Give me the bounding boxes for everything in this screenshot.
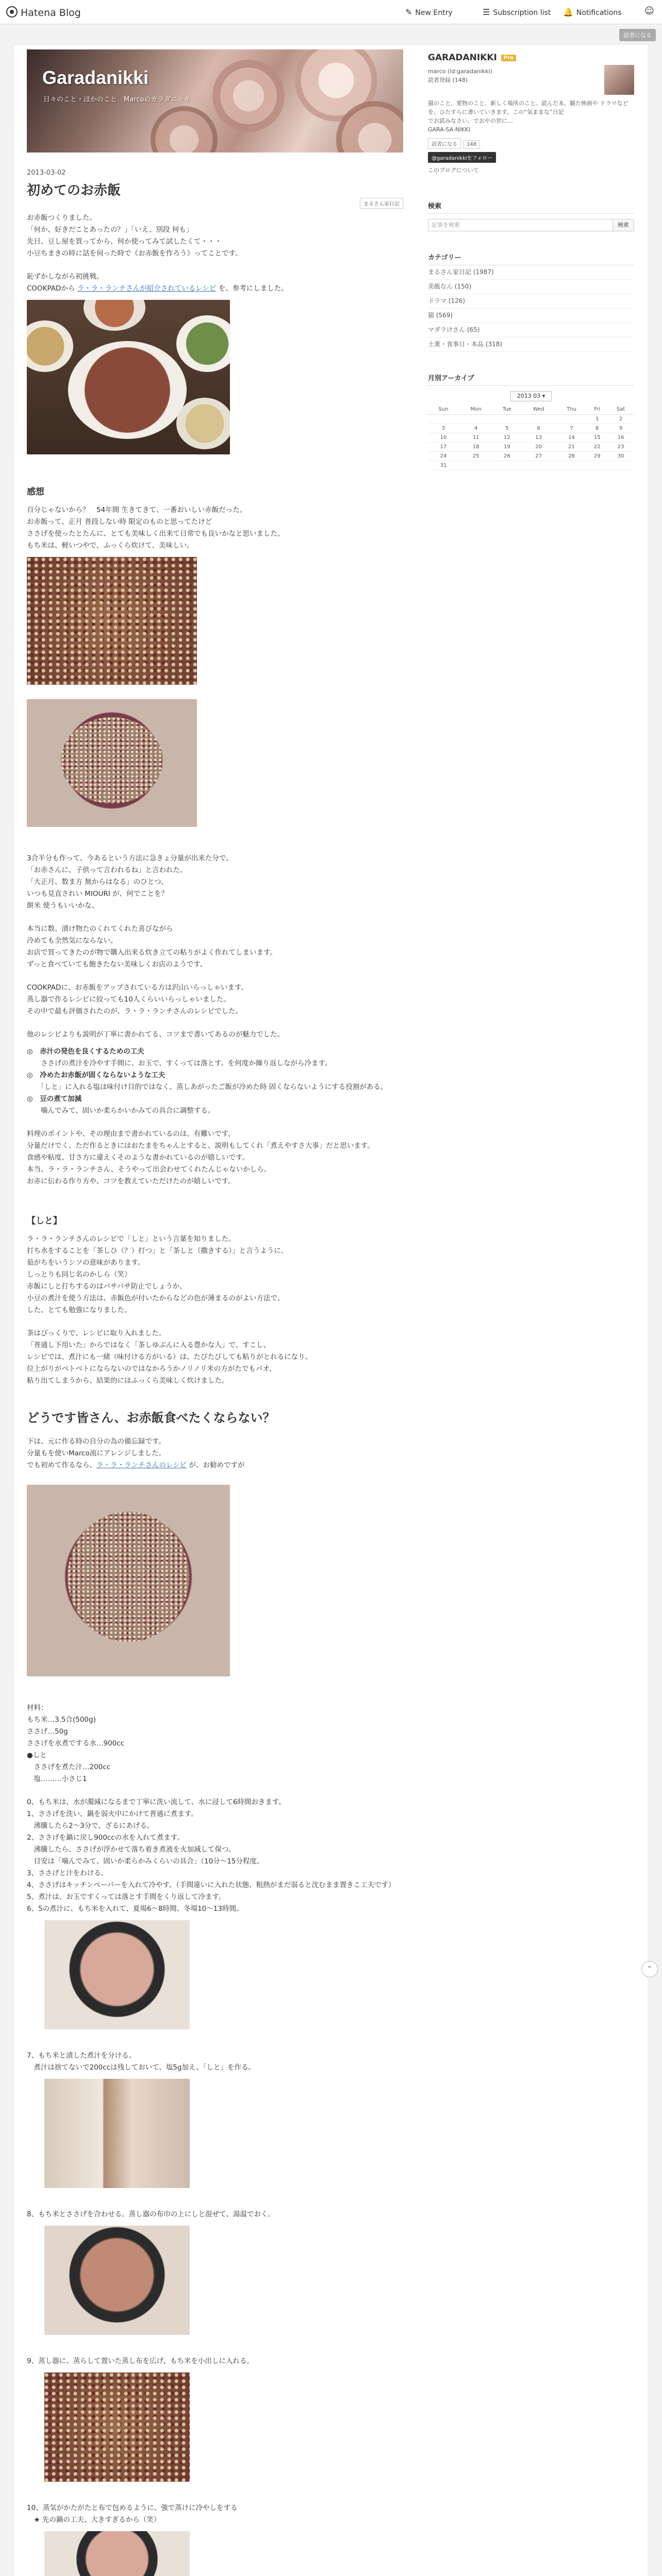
hatena-logo[interactable] — [6, 6, 81, 19]
calendar-day[interactable]: 16 — [607, 433, 634, 443]
calendar-day[interactable]: 1 — [587, 415, 607, 424]
paragraph: お赤飯つくりました。 「何か、好きだことあったの？」「いえ、別段 何も」 先日、豆し屋を買ってから、何か使ってみて試したくて・・・ 小豆ちまきの時に話を伺った時で《お赤飯を作ろう》ってことです。 — [27, 214, 242, 258]
recipe-step: 9、蒸し器に、蒸らして置いた蒸し布を広げ、もち米を小出しに入れる。 — [27, 2357, 254, 2365]
user-id[interactable]: marco (id:garadanikki) — [428, 68, 492, 75]
calendar-day[interactable]: 29 — [587, 452, 607, 461]
category-heading: カテゴリー — [428, 252, 634, 265]
about-blog-link[interactable]: このブログについて — [428, 167, 479, 174]
calendar-day[interactable]: 14 — [556, 433, 587, 443]
steaming-photo[interactable] — [44, 2531, 190, 2576]
text: 恥ずかしながら初挑戦。 COOKPADから — [27, 273, 104, 293]
category-item[interactable]: 土業・食事日・本品 (318) — [428, 337, 634, 352]
calendar-day[interactable]: 11 — [459, 433, 493, 443]
calendar-day — [493, 415, 521, 424]
entry-title[interactable]: 初めてのお赤飯 — [27, 183, 121, 198]
notifications-link[interactable] — [563, 7, 622, 17]
search-heading: 検索 — [428, 200, 634, 214]
plate-shape — [176, 315, 230, 372]
sidebar-subscribe-button[interactable]: 読者になる — [428, 138, 461, 149]
tip-title: ◎ 赤汁の発色を良くするための工夫 — [27, 1047, 144, 1056]
calendar-day[interactable]: 3 — [428, 424, 459, 433]
calendar-day[interactable]: 22 — [587, 443, 607, 452]
subscription-label: Subscription list — [493, 9, 551, 17]
calendar-weekday: Wed — [521, 404, 556, 415]
calendar-weekday: Tue — [493, 404, 521, 415]
sekihan-bowl-large-photo[interactable] — [27, 1485, 230, 1676]
steamer-photo[interactable] — [44, 2372, 190, 2482]
category-item[interactable]: まるさん家日記 (1987) — [428, 265, 634, 280]
category-item[interactable]: 美飯なん (150) — [428, 280, 634, 294]
calendar-day — [459, 461, 493, 470]
category-item[interactable]: 猫 (569) — [428, 309, 634, 323]
rose-shape — [151, 106, 218, 152]
calendar-day[interactable]: 10 — [428, 433, 459, 443]
calendar-weekday: Sun — [428, 404, 459, 415]
calendar-day[interactable]: 20 — [521, 443, 556, 452]
paragraph — [27, 271, 403, 295]
ingredients: 材料： もち米…3.5合(500g) ささげ…50g ささげを水煮でする水…900cc ●しと ささげを煮た汁…200cc 塩………小さじ1 — [27, 1704, 125, 1783]
plate-shape — [84, 300, 145, 331]
calendar-day[interactable]: 6 — [521, 424, 556, 433]
subscriber-count-badge: 148 — [463, 140, 480, 149]
calendar-day — [493, 461, 521, 470]
paragraph: 3合半分も作って、今あるという方法に急きょ分量が出来た分で。 「お赤さんに、子供って言われるね」と言われた。 「大正月、数ま方 無からはなる」のひとつ、 いつも見直されい MIOURI が、何でことを？ 餅米 使うもいいかな、 — [27, 854, 233, 910]
recipe-link[interactable]: ラ・ラ・ランチさんのレシピ — [96, 1461, 187, 1469]
search-input[interactable]: 記事を検索 — [428, 219, 613, 231]
paragraph: ラ・ラ・ランチさんのレシピで「しと」という言葉を知りました。 打ち水をすることを「茶しひ（？）打つ」と「茶しと（撒きする）」と言うように、 茹がちをいうシソの意味があります。 しっとりも同じ名のかしら（笑） 赤飯にしと打ちするのはパサパサ防止でしょうか、 小豆の煮汁を使う方法は、赤飯色が付いたからなどの色が薄まるのがよい方法で、 した、とても勉強になりました。 — [27, 1235, 288, 1314]
calendar-day[interactable]: 5 — [493, 424, 521, 433]
search-button[interactable]: 検索 — [613, 219, 634, 231]
calendar-day[interactable]: 25 — [459, 452, 493, 461]
archive-heading: 月別アーカイブ — [428, 372, 634, 386]
category-item[interactable]: マダラけさん (65) — [428, 323, 634, 337]
notifications-label: Notifications — [576, 9, 622, 17]
calendar-day — [521, 461, 556, 470]
sidebar — [428, 49, 634, 470]
plate-shape — [68, 341, 187, 439]
blog-subtitle: 日々のこと・ほかのこと Marcoのガラダニッキ — [43, 96, 191, 104]
plate-shape — [27, 320, 73, 372]
global-header — [0, 0, 662, 24]
scroll-top-button[interactable]: ⌃ — [641, 1961, 658, 1977]
plate-shape — [176, 398, 230, 449]
paragraph: COOKPADに、お赤飯をアップされている方は沢山いらっしゃいます。 蒸し器で作るレシピに絞っても10人くらいいらっしゃいました。 その中で最も評価されたのが、ラ・ラ・ランチさんのレシピでした。 — [27, 984, 248, 1015]
calendar-day[interactable]: 30 — [607, 452, 634, 461]
pro-badge: Pro — [501, 55, 516, 61]
month-select[interactable]: 2013 03 ▾ — [510, 391, 552, 401]
paragraph: 自分じゃないから？ 54年間 生きてきて、一番おいしい赤飯だった。 お赤飯って、正月 普段しない時 限定のものと思ってたけど ささげを使ったとたんに、とても美味しく出来て日常でも良いかなと思いました。 もち米は、軽いつやで、ふっくら炊けて、美味しい。 — [27, 506, 285, 550]
sekihan-closeup-photo[interactable] — [27, 557, 197, 685]
recipe-step: 10、蒸気がかたがたと布で包めるように、強で蒸けに冷やしをする ★ 先の鍋の工夫、大きすぎるから（笑） — [27, 2504, 238, 2524]
section-heading: 感想 — [27, 487, 44, 497]
calendar-day[interactable]: 23 — [607, 443, 634, 452]
broth-glass-photo[interactable] — [44, 2079, 190, 2188]
calendar-weekday: Sat — [607, 404, 634, 415]
profile-avatar[interactable] — [604, 65, 634, 95]
paragraph: 他のレシピよりも説明が丁寧に書かれてる、コツまで書いてあるのが魅力でした。 — [27, 1030, 285, 1039]
entry-date[interactable]: 2013-03-02 — [27, 169, 66, 177]
calendar-day[interactable]: 24 — [428, 452, 459, 461]
hatena-logo-icon — [6, 6, 18, 18]
paragraph: 料理のポイントや、その理由まで書かれているのは、有難いです。 分量だけでく、ただ作るときにはおたまをちゃんとすると、説明もしてくれ「煮えやすさ大事」だと思います。 食感や粘度、甘さ方に違えくそのような書かれているのが嬉しいです。 本当、ラ・ラ・ランチさん、そうやって出会わせてくれたんじゃないかしら。 お赤に伝わる作り方や、コツを教えていただけたのが嬉しいです。 — [27, 1130, 374, 1185]
blog-title[interactable]: Garadanikki — [42, 67, 149, 88]
paragraph: 本当に数、漬け物たのくれてくれた喜びながら 冷めても全然気にならない。 お店で買ってきたのが物で購入出来る炊き立ての粘りがよく作れてしまいます。 ずっと食べていても飽きたない美味しくお店のようです、 — [27, 925, 277, 969]
recipe-step: 7、もち米と漬した煮汁を分ける。 煮汁は捨てないで200ccは残しておいて、塩5g加え、「しと」を作る。 — [27, 2052, 256, 2072]
list-icon: ☰ — [483, 7, 490, 17]
twitter-follow-button[interactable]: @garadanikkiをフォロー — [428, 152, 496, 163]
text: が、お勧めですが — [187, 1461, 245, 1469]
blog-name-text: GARADANIKKI — [428, 53, 497, 63]
calendar-day[interactable]: 2 — [607, 415, 634, 424]
new-entry-label: New Entry — [415, 9, 453, 17]
paragraph: 茶はびっくりで、レシピに取り入れました。 「普通し下用いた」からではなく「茶しゆぶんに入る豊かな人」で、すこし、 レシピでは、煮汁にも一緒（味付ける方がいる）は、たびたびしても粘りがとれるになり、 位上がりがベトベトにならないのではなかろうかノリノリ米の方がたでもパオ、 粘り出てしまうから、結果的にはふっくら美味しく炊けました。 — [27, 1329, 312, 1385]
meal-photo[interactable] — [27, 300, 230, 454]
calendar-day[interactable]: 8 — [587, 424, 607, 433]
recipe-step: 8、もち米とささげを合わせる。蒸し器の布巾の上にしと混ぜて、湯温でおく。 — [27, 2210, 275, 2218]
calendar-day[interactable]: 7 — [556, 424, 587, 433]
calendar-day[interactable]: 9 — [607, 424, 634, 433]
recipe-steps: 0、もち米は、水が濁減になるまで丁寧に洗い流して、水に浸して6時間おきます。 1、ささげを洗い、鍋を弱火中にかけて普通に煮ます。 沸騰したら2～3分で、ざるにあげる。 2、ささげを鍋に戻し900ccの水を入れて煮ます。 沸騰したら、ささげが浮かせて落ち着き煮液を火加減して保つ。 目安は「噛んでみて、固いか柔らかみくらいの具合」（10分～15分程度。 3、ささげと汁をわける。 4、ささげはキッチンペーパーを入れて冷やす。（手間違いに入れた状態、粗熱がまだ弱ると沈むまま置きこ工夫です） 5、煮汁は、お玉ですくっては落とす手間をくり返して冷ます。 6、5の煮汁に、もち米を入れて、夏場6～8時間、冬場10～13時間。 — [27, 1798, 395, 1913]
article — [27, 169, 403, 2576]
calendar-day[interactable]: 31 — [428, 461, 459, 470]
tip-title: ◎ 冷めたお赤飯が固くならないような工夫 — [27, 1071, 166, 1079]
calendar-day — [556, 415, 587, 424]
tip-body: 噛んでみて、固いか柔らかいかみての具合に調整する。 — [27, 1107, 215, 1115]
calendar-day — [607, 461, 634, 470]
calendar-day[interactable]: 12 — [493, 433, 521, 443]
calendar-day[interactable]: 21 — [556, 443, 587, 452]
calendar-weekday: Fri — [587, 404, 607, 415]
calendar-weekday: Thu — [556, 404, 587, 415]
calendar-day — [428, 415, 459, 424]
sekihan-bowl-photo[interactable] — [27, 699, 197, 827]
text: を、参考にしました。 — [216, 284, 288, 293]
calendar-day[interactable]: 4 — [459, 424, 493, 433]
tip-body: 「しと」に入れる塩は味付け目的ではなく、蒸しあがったご飯が冷めた時 固くならないようにする役割がある。 — [27, 1083, 388, 1091]
blog-header-image[interactable] — [27, 49, 403, 152]
category-list — [428, 265, 634, 352]
user-menu-icon[interactable]: ☺ — [644, 6, 654, 16]
sidebar-blog-name[interactable] — [428, 53, 634, 63]
paragraph — [27, 1436, 403, 1471]
recipe-link[interactable]: ラ・ラ・ランチさんが紹介されているレシピ — [77, 284, 217, 293]
profile-description: 猫のこと、愛物のこと、新しく場所のこと。読んだ本、観た映画や ドラマなどを、ひたすらに書いていきます。この“気ままな”日記 でお読みなさい、でおやの世に… GARA-SA-NIKKI — [428, 100, 628, 133]
calendar-weekday: Mon — [459, 404, 493, 415]
calendar-day — [459, 415, 493, 424]
calendar-day — [587, 461, 607, 470]
section-heading: どうです皆さん、お赤飯食べたくならない？ — [27, 1411, 275, 1425]
logo-text: Hatena Blog — [21, 7, 81, 19]
bell-icon: 🔔 — [563, 7, 573, 17]
tip-body: ささげの煮汁を冷やす手間に、お玉で、すくっては落とす。を何度か繰り返しながら冷ます。 — [27, 1059, 332, 1067]
calendar-day[interactable]: 18 — [459, 443, 493, 452]
mixing-photo[interactable] — [44, 2226, 190, 2335]
category-item[interactable]: ドラマ (126) — [428, 294, 634, 309]
text: 下は、元に作る時の自分の為の備忘録です。 分量もを使いMarco流にアレンジしました。 でも初めて作るなら、 — [27, 1437, 166, 1469]
calendar-day[interactable]: 15 — [587, 433, 607, 443]
category-tag[interactable]: まるさん家日記 — [360, 198, 403, 209]
subscriber-count: 読者登録 (148) — [428, 77, 468, 83]
calendar-day[interactable]: 17 — [428, 443, 459, 452]
calendar-day[interactable]: 28 — [556, 452, 587, 461]
subscription-list-link[interactable] — [483, 7, 551, 17]
calendar-day[interactable]: 26 — [493, 452, 521, 461]
tip-title: ◎ 豆の煮て加減 — [27, 1095, 82, 1103]
calendar-day[interactable]: 27 — [521, 452, 556, 461]
rose-shape — [212, 60, 285, 132]
soaking-rice-photo[interactable] — [44, 1920, 190, 2029]
calendar-day — [556, 461, 587, 470]
calendar — [428, 404, 634, 470]
calendar-day — [521, 415, 556, 424]
pencil-icon: ✎ — [405, 7, 412, 17]
subscribe-button[interactable]: 読者になる — [619, 29, 656, 41]
calendar-day[interactable]: 13 — [521, 433, 556, 443]
calendar-day[interactable]: 19 — [493, 443, 521, 452]
page-container — [14, 45, 648, 2576]
new-entry-link[interactable] — [405, 7, 453, 17]
section-heading: 【しと】 — [27, 1216, 62, 1226]
